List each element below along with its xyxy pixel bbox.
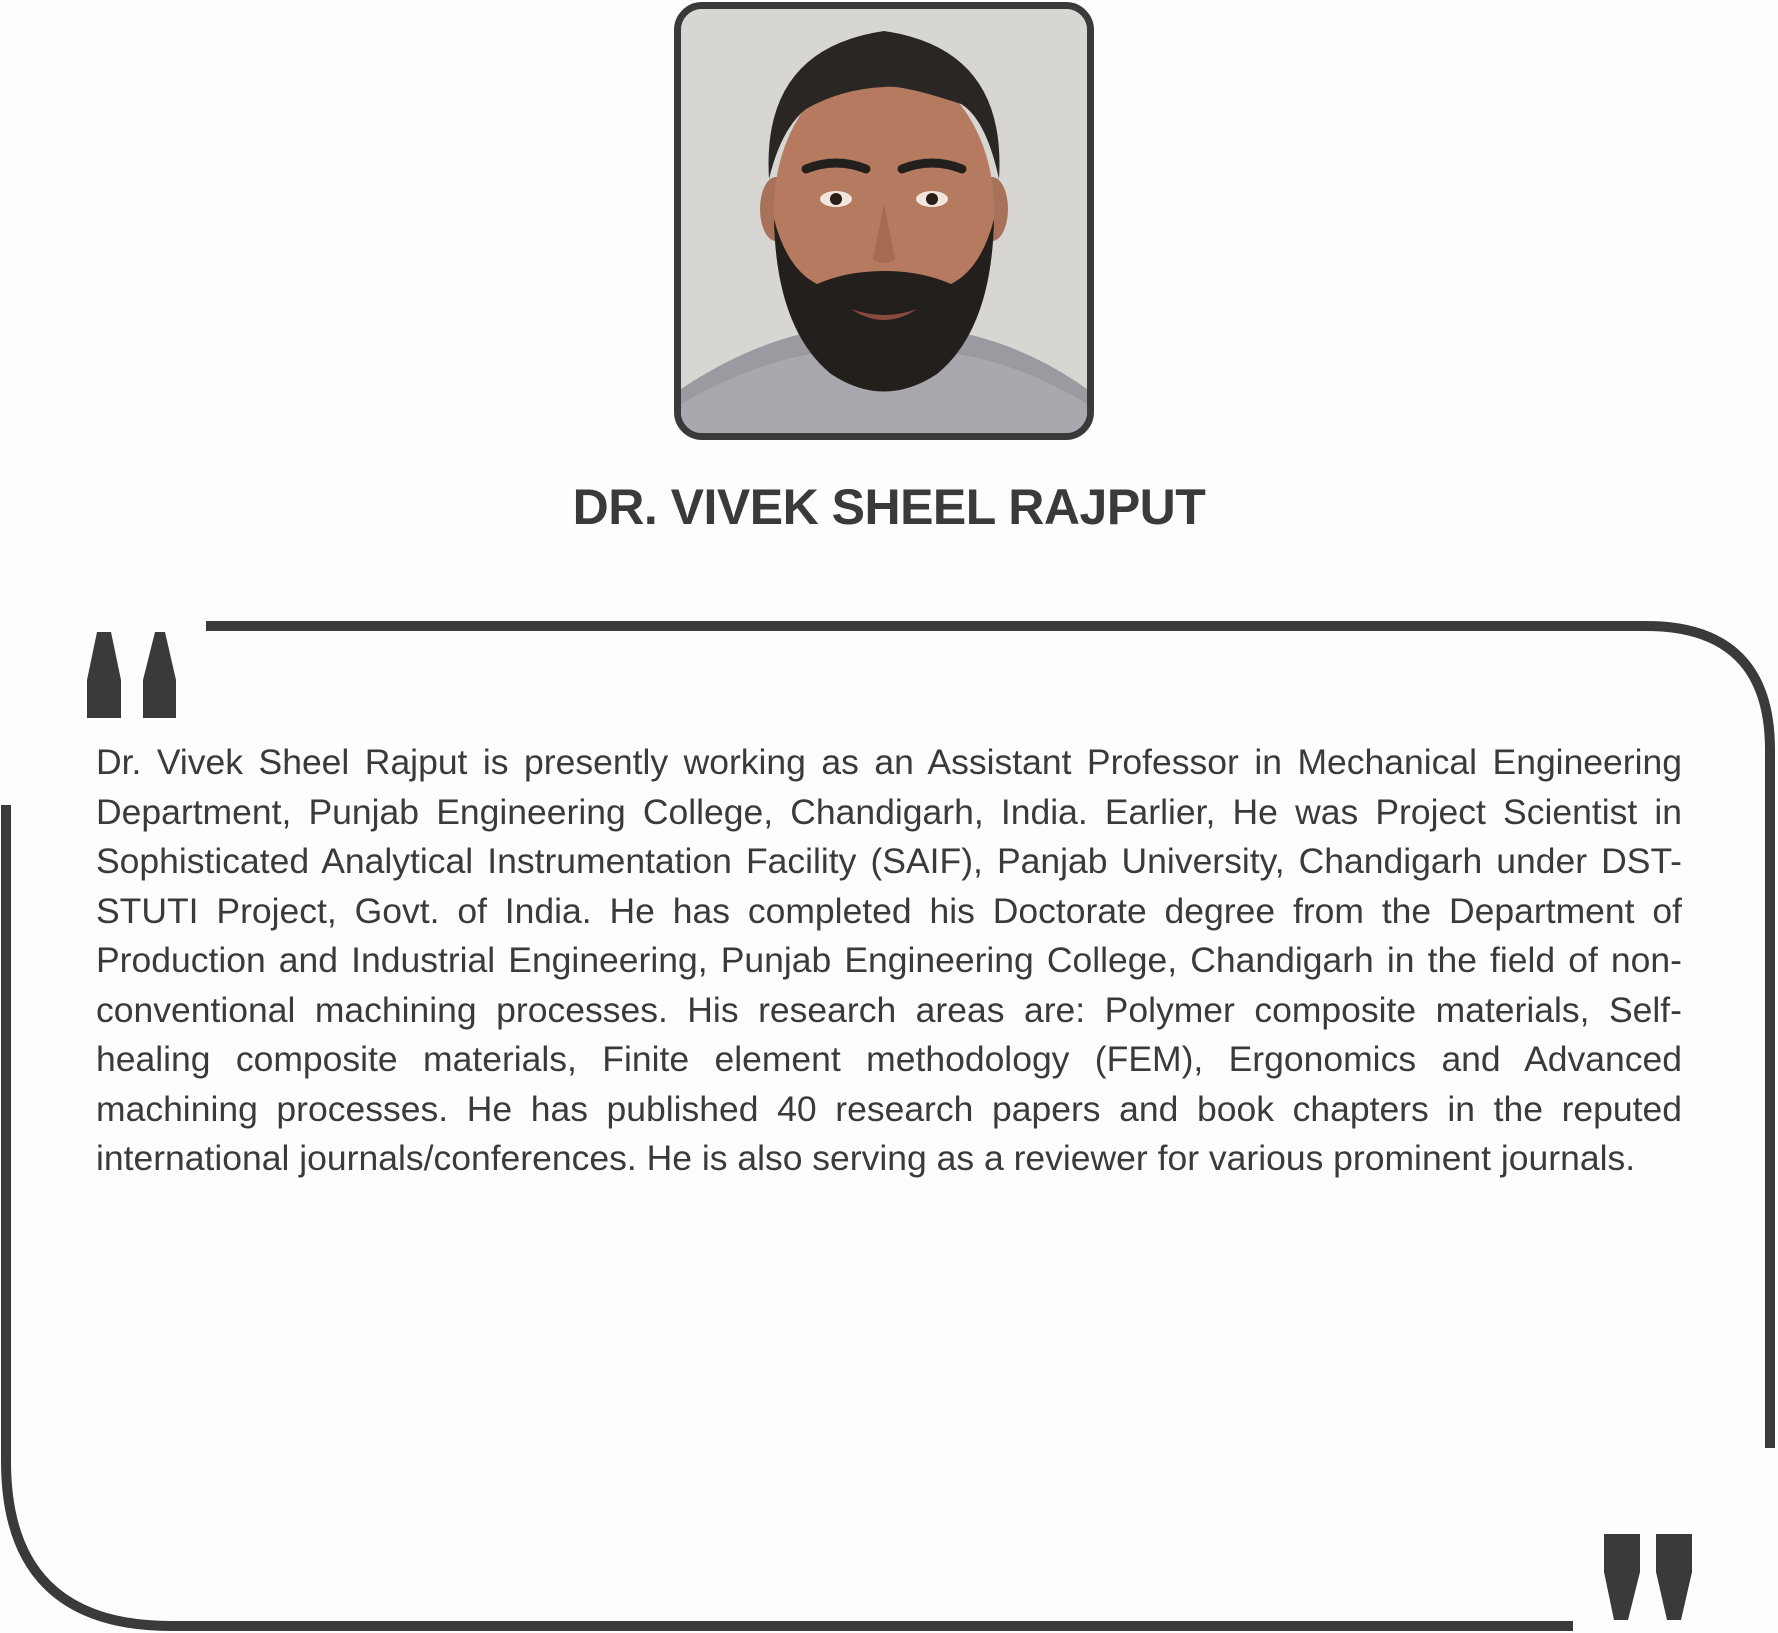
biography-text: Dr. Vivek Sheel Rajput is presently working as an Assistant Professor in Mechanical Engineering Department, Punjab Engineering College, Chandigarh, India. Earlier, He was Project Scientist in Sophisticated Analytical Instrumentation Facility (SAIF), Panjab University, Chandigarh under DST-STUTI Project, Govt. of India. He has completed his Doctorate degree from the Department of Production and Industrial Engineering, Punjab Engineering College, Chandigarh in the field of non-conventional machining processes. His research areas are: Polymer composite materials, Self-healing composite materials, Finite element methodology (FEM), Ergonomics and Advanced machining processes. He has published 40 research papers and book chapters in the reputed international journals/conferences. He is also serving as a reviewer for various prominent journals. — [96, 742, 1682, 1178]
open-quote-icon — [87, 632, 176, 718]
close-quote-icon — [1604, 1534, 1692, 1620]
person-name: DR. VIVEK SHEEL RAJPUT — [572, 479, 1206, 535]
